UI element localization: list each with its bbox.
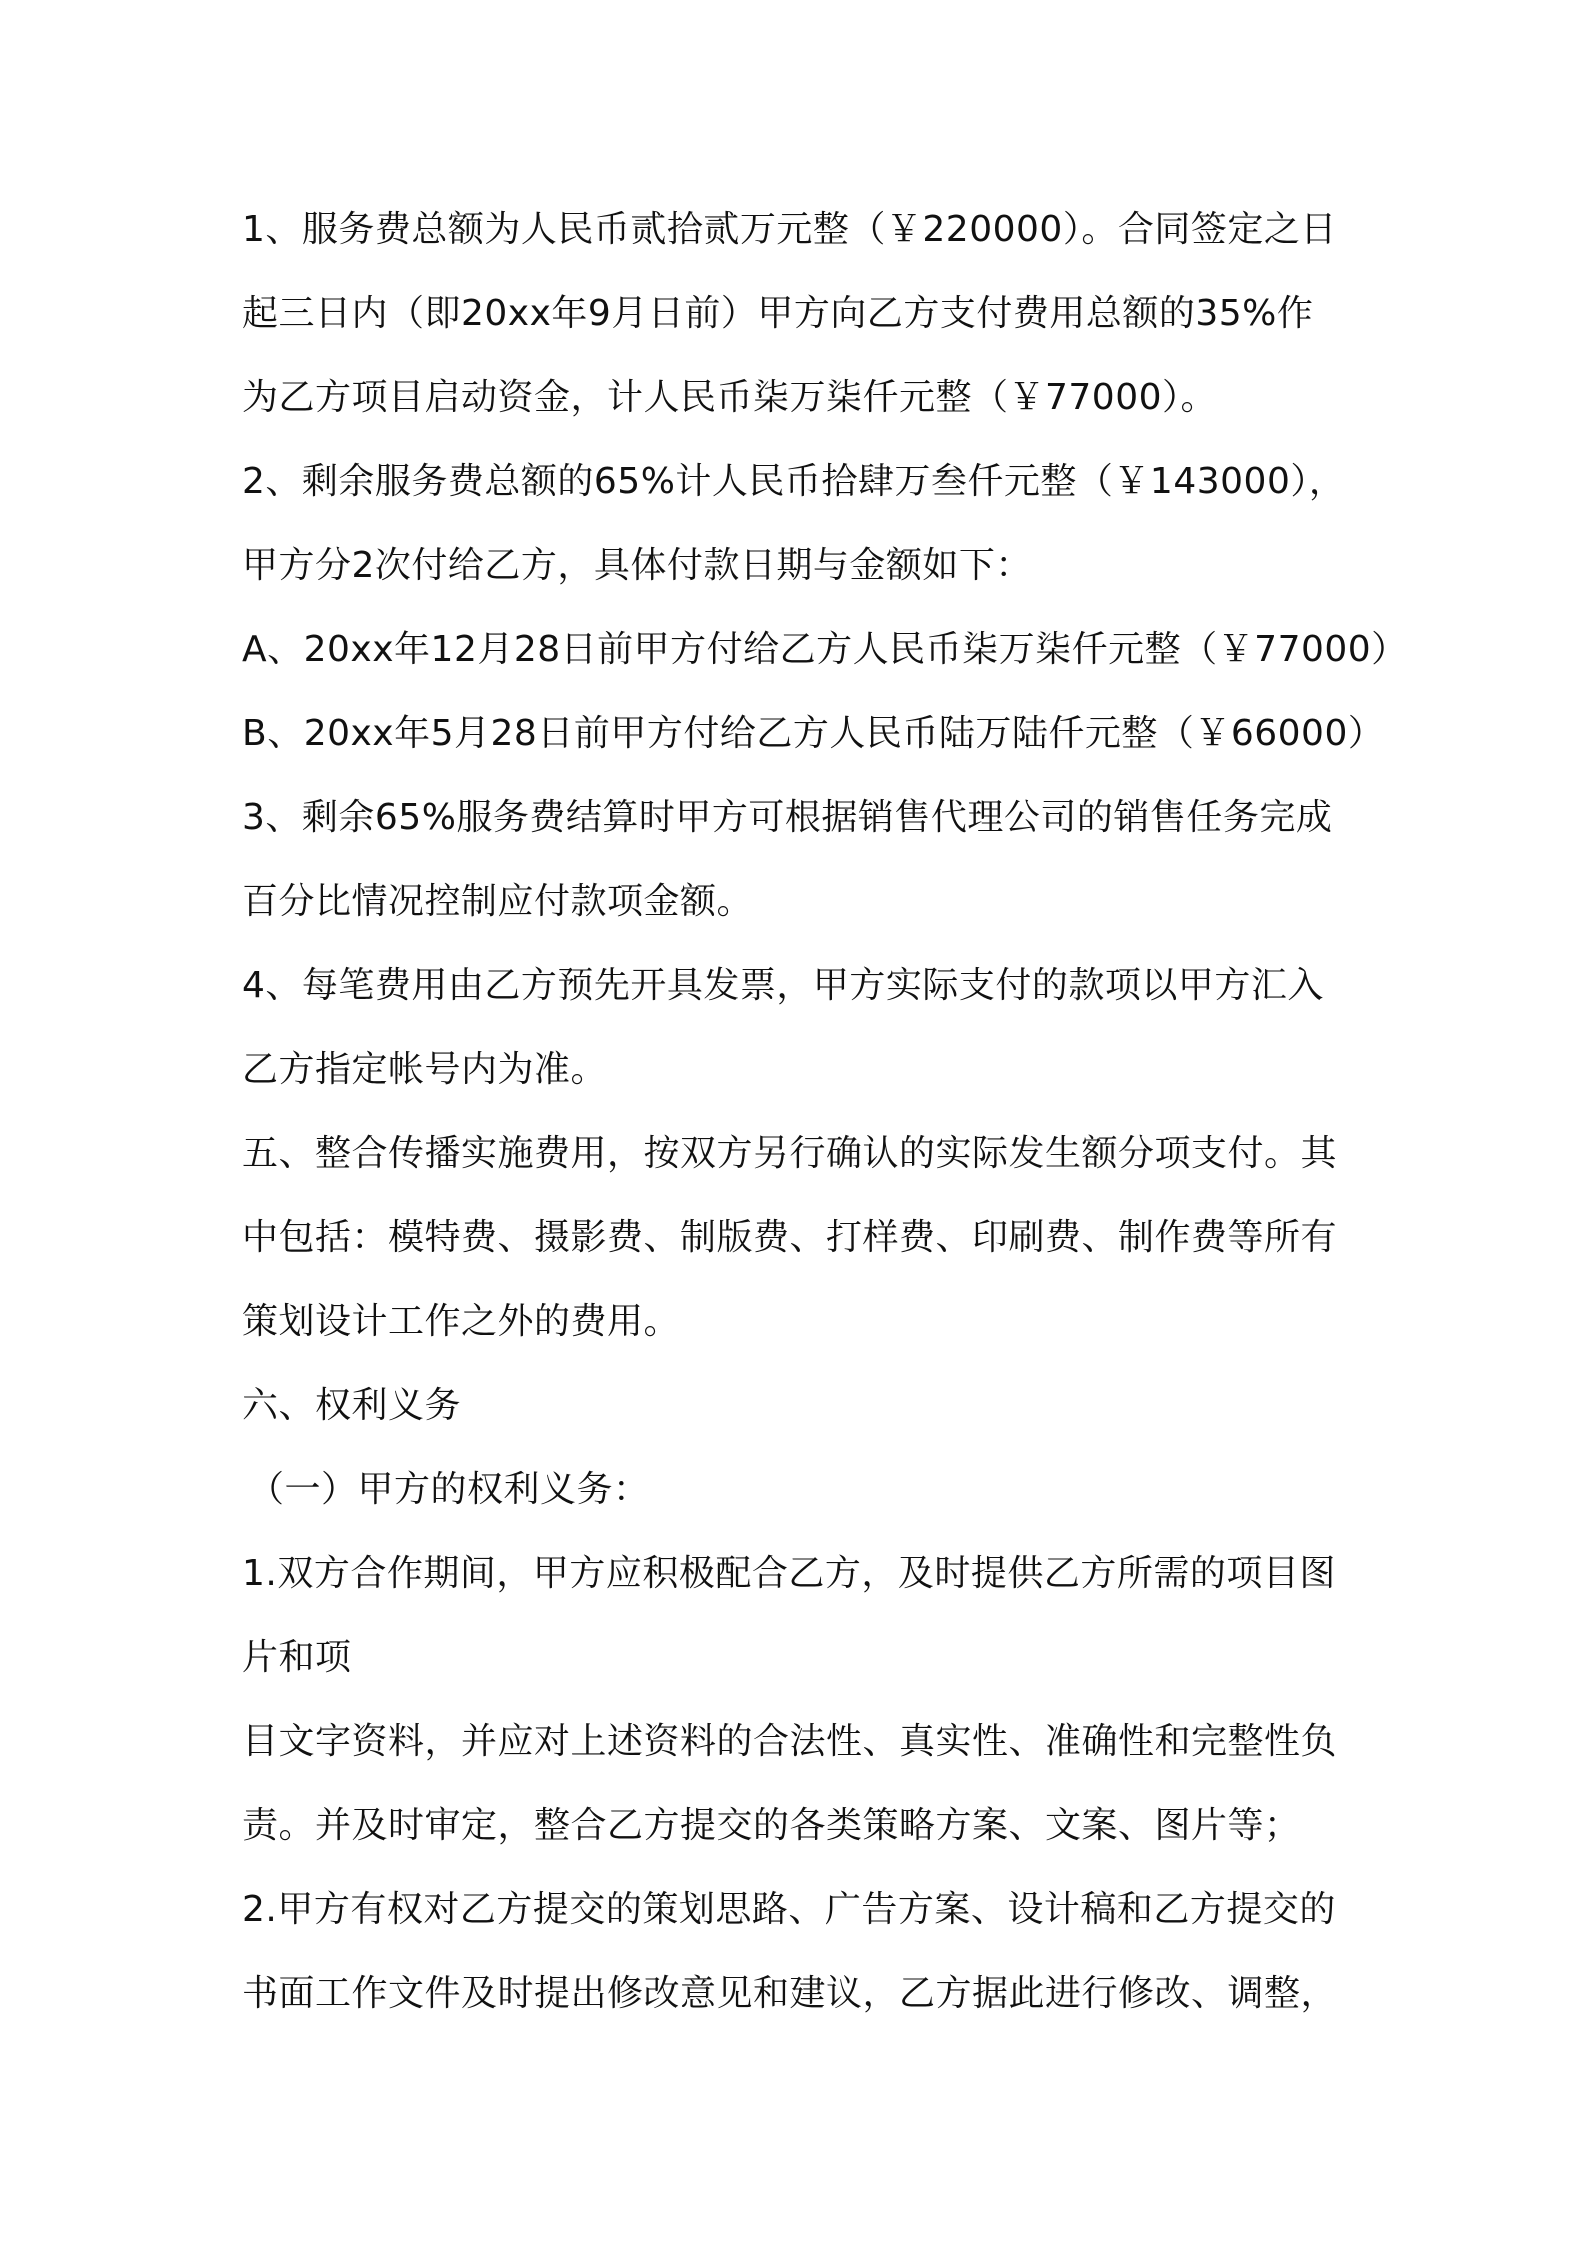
text-line: B、20xx年5月28日前甲方付给乙方人民币陆万陆仟元整（￥66000） [242,713,1385,754]
text-line: 百分比情况控制应付款项金额。 [242,881,754,922]
text-line: 甲方分2次付给乙方，具体付款日期与金额如下： [242,545,1032,586]
text-line: 书面工作文件及时提出修改意见和建议，乙方据此进行修改、调整， [242,1973,1338,2014]
subsection-heading: （一）甲方的权利义务： [248,1469,650,1510]
text-line: 4、每笔费用由乙方预先开具发票，甲方实际支付的款项以甲方汇入 [242,965,1324,1006]
text-line: 3、剩余65%服务费结算时甲方可根据销售代理公司的销售任务完成 [242,797,1333,838]
text-line: 1、服务费总额为人民币贰拾贰万元整（￥220000）。合同签定之日 [242,209,1337,250]
text-line: 策划设计工作之外的费用。 [242,1301,681,1342]
text-line: A、20xx年12月28日前甲方付给乙方人民币柒万柒仟元整（￥77000） [242,629,1408,670]
text-line: 责。并及时审定，整合乙方提交的各类策略方案、文案、图片等； [242,1805,1301,1846]
text-line: 中包括：模特费、摄影费、制版费、打样费、印刷费、制作费等所有 [242,1217,1338,1258]
text-line: 2.甲方有权对乙方提交的策划思路、广告方案、设计稿和乙方提交的 [242,1889,1336,1930]
section-heading: 六、权利义务 [242,1385,462,1426]
text-line: 目文字资料，并应对上述资料的合法性、真实性、准确性和完整性负 [242,1721,1338,1762]
text-line: 2、剩余服务费总额的65%计人民币拾肆万叁仟元整（￥143000）， [242,461,1346,502]
text-line: 乙方指定帐号内为准。 [242,1049,608,1090]
text-line: 1.双方合作期间，甲方应积极配合乙方，及时提供乙方所需的项目图 [242,1553,1336,1594]
text-line: 为乙方项目启动资金，计人民币柒万柒仟元整（￥77000）。 [242,377,1218,418]
document-body [242,198,1408,2046]
text-line: 起三日内（即20xx年9月日前）甲方向乙方支付费用总额的35%作 [242,293,1314,334]
text-line: 五、整合传播实施费用，按双方另行确认的实际发生额分项支付。其 [242,1133,1338,1174]
text-line: 片和项 [242,1637,352,1678]
